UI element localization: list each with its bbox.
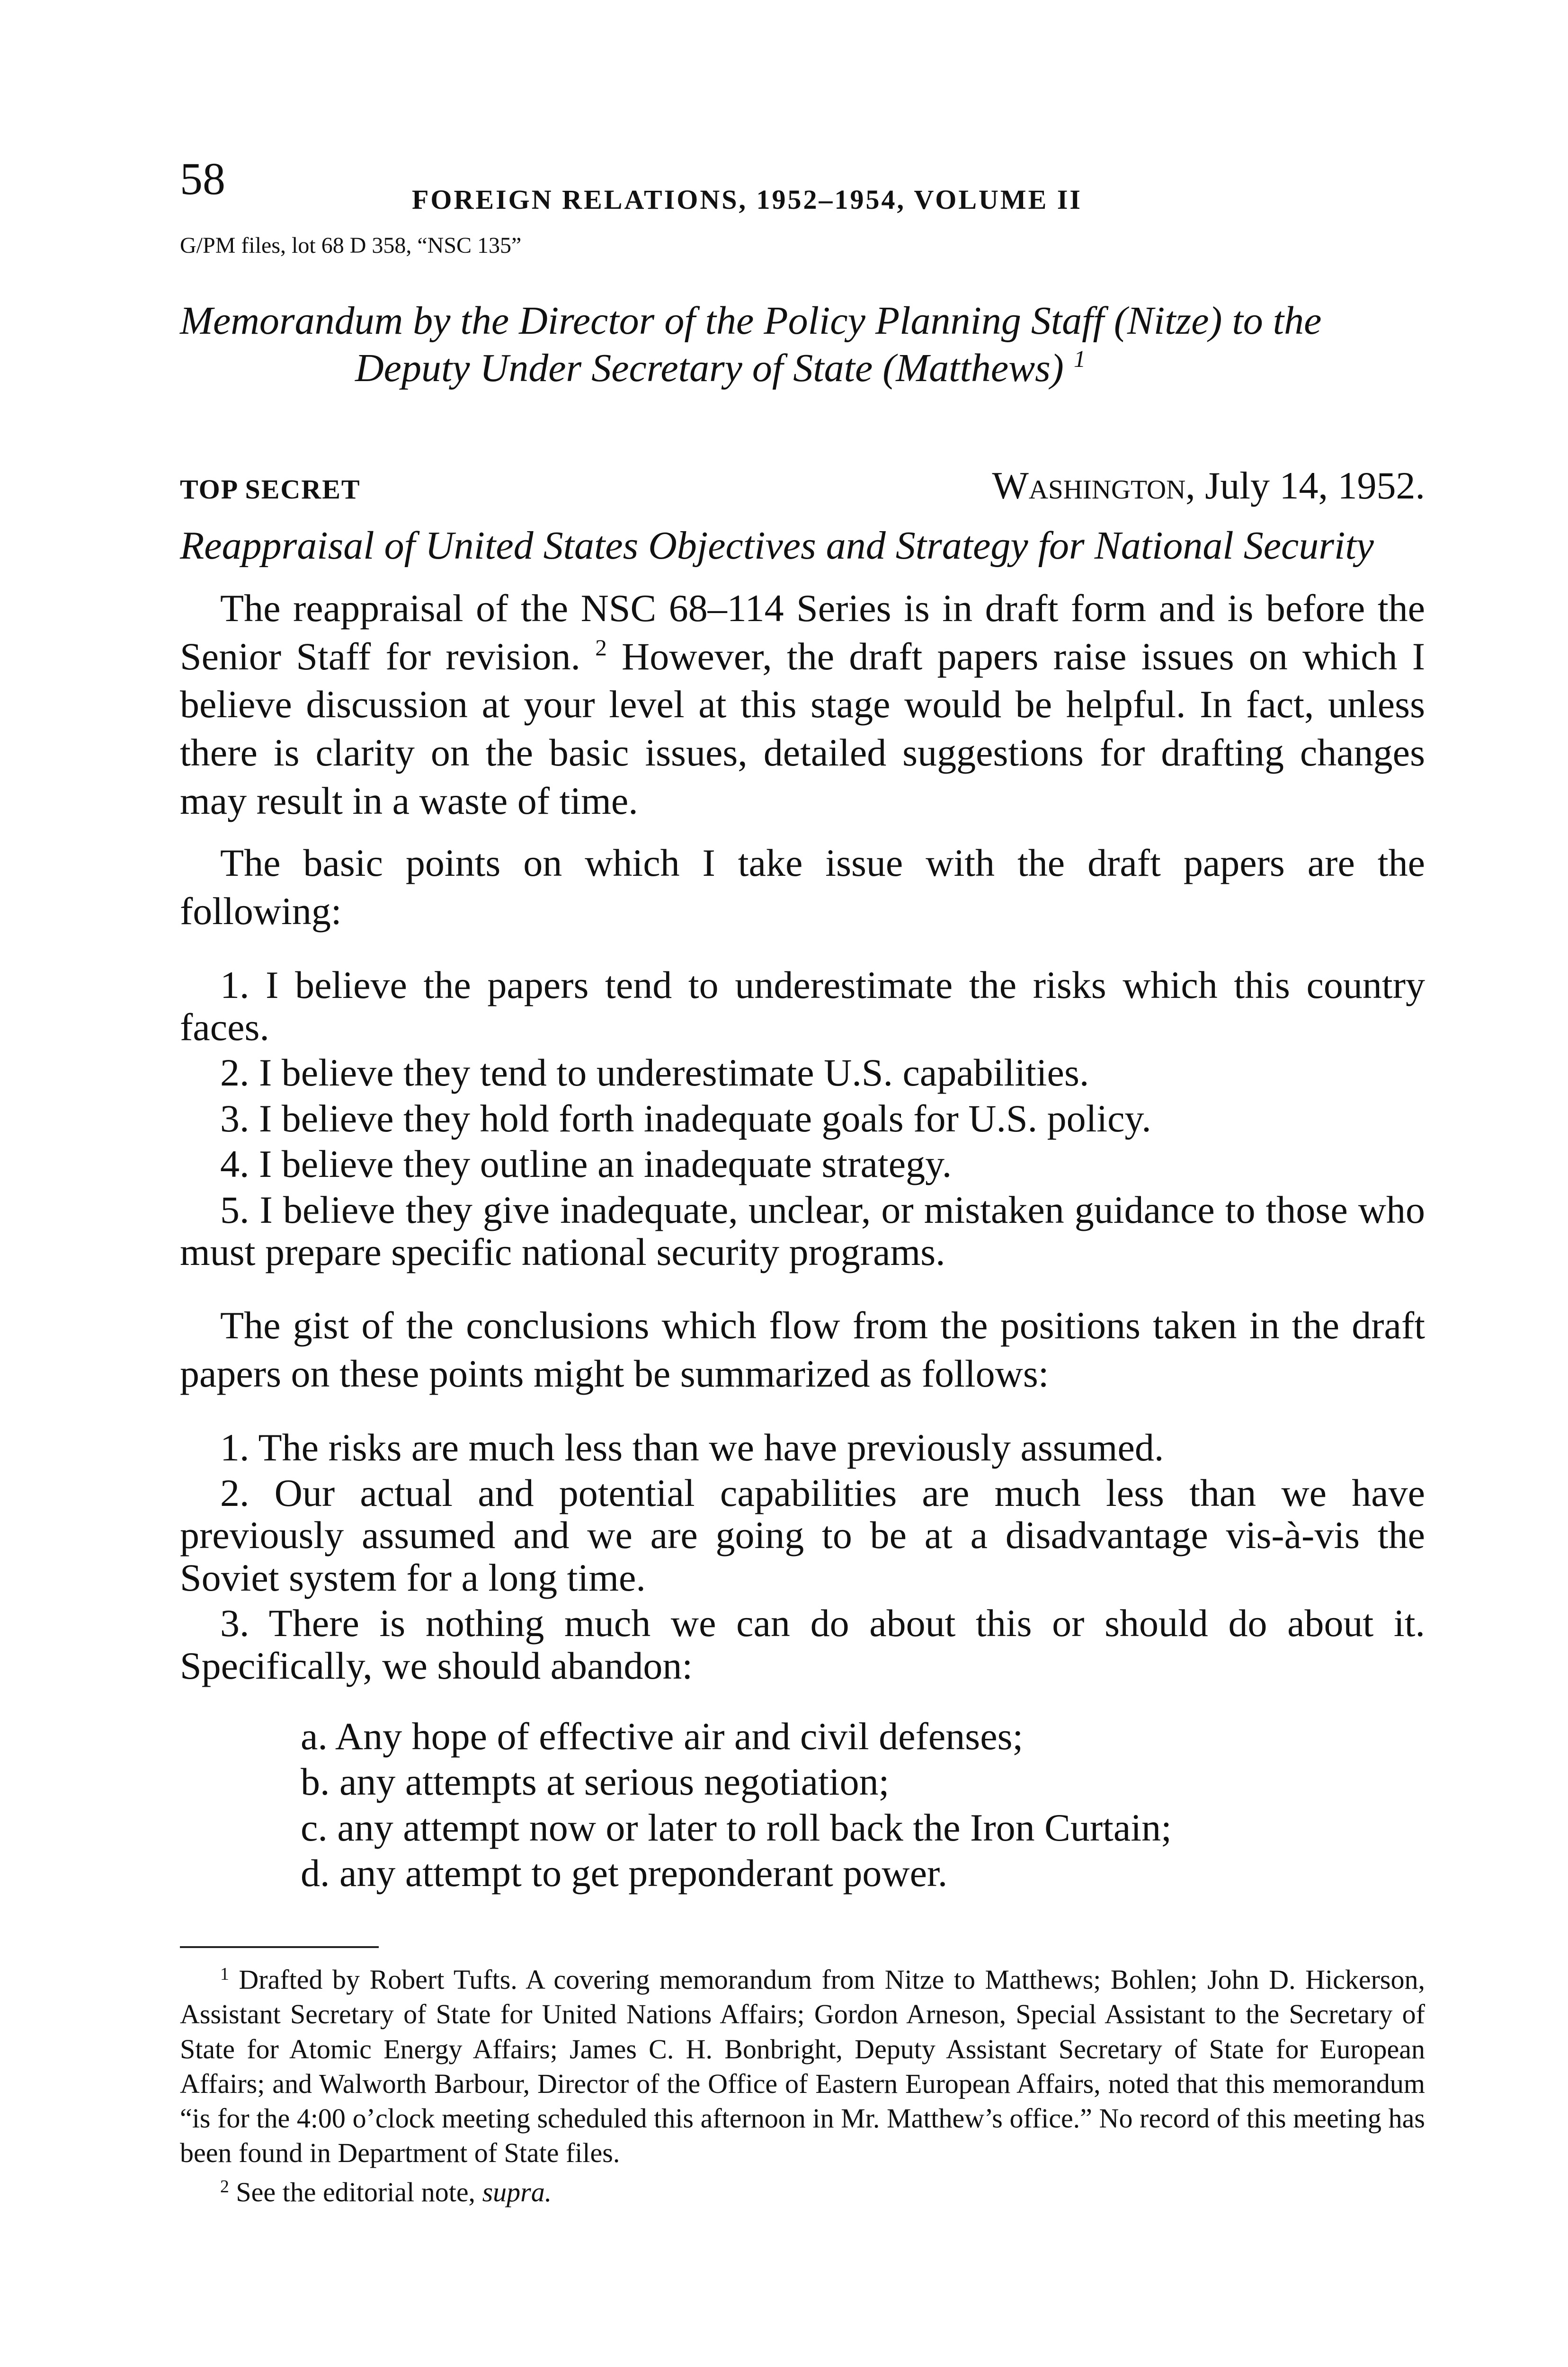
page-header	[180, 153, 1425, 227]
paragraph-1-part-a: The reappraisal of the NSC 68–114 Series is in draft form and is before the Senior Staff for revision.	[180, 586, 1425, 678]
footnote-1	[180, 1962, 1425, 2170]
footnote-ref-1: 1	[1073, 346, 1086, 373]
list-item: 1. The risks are much less than we have previously assumed.	[220, 1425, 1164, 1469]
conclusions-list	[180, 1426, 1425, 1687]
list-item: 4. I believe they outline an inadequate strategy.	[220, 1142, 952, 1186]
footnote-2-marker: 2	[220, 2177, 229, 2197]
list-item: 3. I believe they hold forth inadequate goals for U.S. policy.	[220, 1096, 1151, 1140]
classification-row	[180, 463, 1425, 508]
list-item: c. any attempt now or later to roll back the Iron Curtain;	[301, 1806, 1172, 1849]
document-title-text: Memorandum by the Director of the Policy Planning Staff (Nitze) to the Deputy Under Secretary of State (Matthews)	[180, 298, 1322, 391]
footnote-divider	[180, 1946, 379, 1948]
list-item: a. Any hope of effective air and civil defenses;	[301, 1714, 1024, 1758]
paragraph-1	[180, 584, 1425, 825]
place-date	[992, 463, 1425, 508]
list-item: 2. I believe they tend to underestimate U.S. capabilities.	[220, 1051, 1089, 1095]
list-item: 2. Our actual and potential capabilities are much less than we have previously assumed and we are going to be at a disadvantage vis-à-vis the Soviet system for a long time.	[180, 1471, 1425, 1599]
list-item: 1. I believe the papers tend to underestimate the risks which this country faces.	[180, 963, 1425, 1049]
paragraph-2: The basic points on which I take issue with the draft papers are the following:	[180, 841, 1425, 933]
paragraph-1-part-b: However, the draft papers raise issues on which I believe discussion at your level at this stage would be helpful. In fact, unless there is clarity on the basic issues, detailed suggestions for drafting changes may result in a waste of time.	[180, 634, 1425, 822]
running-head: FOREIGN RELATIONS, 1952–1954, VOLUME II	[412, 184, 1082, 215]
list-item: 5. I believe they give inadequate, unclear, or mistaken guidance to those who must prepare specific national security programs.	[180, 1188, 1425, 1273]
footnote-2-emphasis: supra.	[482, 2176, 552, 2207]
footnote-1-text: Drafted by Robert Tufts. A covering memorandum from Nitze to Matthews; Bohlen; John D. Hickerson, Assistant Secretary of State for United Nations Affairs; Gordon Arneson, Special Assistant to the Secretary of State for Atomic Energy Affairs; James C. H. Bonbright, Deputy Assistant Secretary of State for European Affairs; and Walworth Barbour, Director of the Office of Eastern European Affairs, noted that this memorandum “is for the 4:00 o’clock meeting scheduled this afternoon in Mr. Matthew’s office.” No record of this meeting has been found in Department of State files.	[180, 1964, 1425, 2168]
footnote-2-text: See the editorial note,	[236, 2176, 476, 2207]
page-number: 58	[180, 153, 225, 204]
issues-list	[180, 964, 1425, 1273]
footnote-1-marker: 1	[220, 1964, 229, 1984]
place: Washington,	[992, 464, 1195, 507]
abandon-list	[180, 1715, 1425, 1895]
list-item: b. any attempts at serious negotiation;	[301, 1760, 890, 1804]
footnote-ref-2: 2	[595, 634, 607, 661]
source-citation: G/PM files, lot 68 D 358, “NSC 135”	[180, 233, 522, 258]
date: July 14, 1952.	[1205, 464, 1425, 507]
document-title	[180, 297, 1425, 393]
list-item: 3. There is nothing much we can do about this or should do about it. Specifically, we should abandon:	[180, 1602, 1425, 1687]
paragraph-3: The gist of the conclusions which flow from the positions taken in the draft papers on these points might be summarized as follows:	[180, 1304, 1425, 1395]
list-item: d. any attempt to get preponderant power.	[301, 1851, 948, 1895]
document-page	[180, 153, 1425, 2209]
subject-heading: Reappraisal of United States Objectives and Strategy for National Security	[180, 524, 1374, 568]
footnote-2	[180, 2175, 1425, 2209]
classification: TOP SECRET	[180, 474, 361, 505]
